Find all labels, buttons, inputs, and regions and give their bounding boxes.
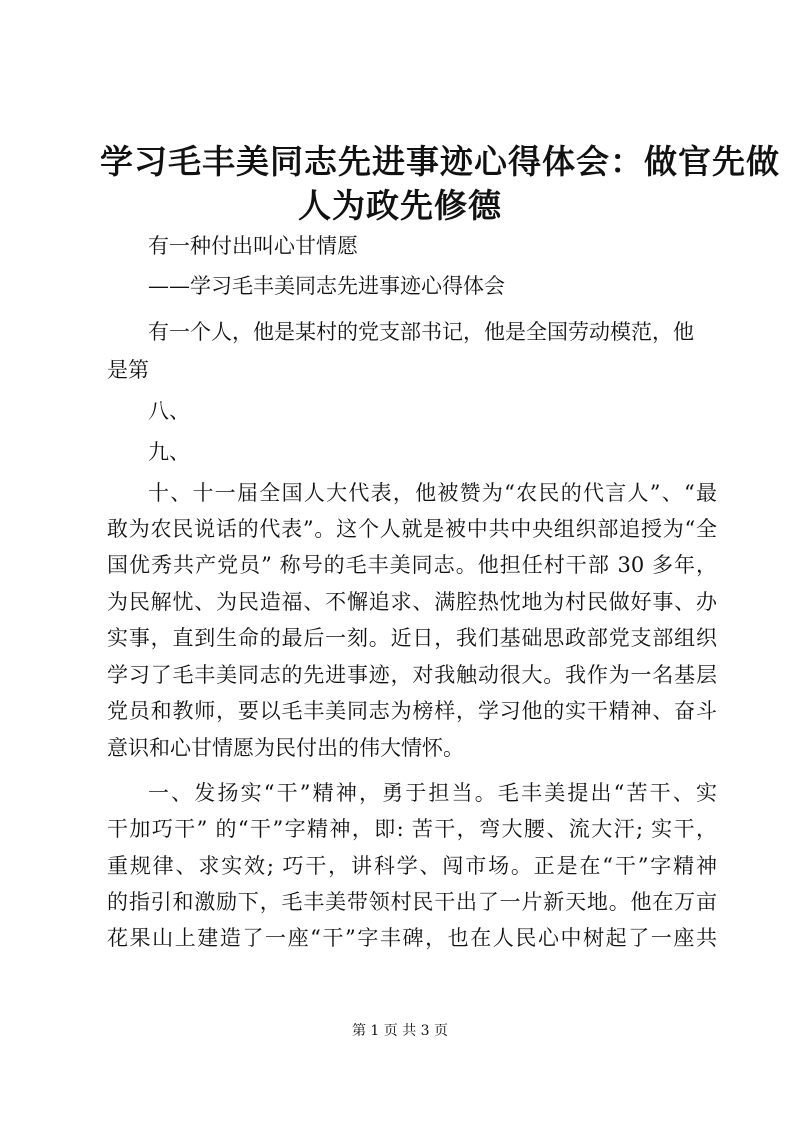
paragraph-line: 十、十一届全国人大代表，他被赞为“农民的代言人”、“最 <box>148 481 717 505</box>
document-title-line-2: 人为政先修德 <box>298 186 502 225</box>
paragraph-line: 是第 <box>107 358 149 382</box>
paragraph-line: 九、 <box>148 440 190 464</box>
paragraph-line: 意识和心甘情愿为民付出的伟大情怀。 <box>107 736 464 760</box>
paragraph-line: 一、发扬实“干”精神，勇于担当。毛丰美提出“苦干、实 <box>148 781 717 805</box>
paragraph-line justify: 有一个人，他是某村的党支部书记，他是全国劳动模范，他 <box>148 320 694 344</box>
paragraph-line: 八、 <box>148 399 190 423</box>
subtitle-source-line: ——学习毛丰美同志先进事迹心得体会 <box>148 274 505 298</box>
page-number-footer: 第 1 页 共 3 页 <box>351 1023 449 1039</box>
paragraph-line: 国优秀共产党员” 称号的毛丰美同志。他担任村干部 30 多年， <box>107 553 717 577</box>
paragraph-line: 干加巧干” 的“干”字精神，即: 苦干，弯大腰、流大汗; 实干， <box>107 817 717 841</box>
document-title-line-1: 学习毛丰美同志先进事迹心得体会：做官先做 <box>100 142 780 181</box>
paragraph-line: 重规律、求实效; 巧干，讲科学、闯市场。正是在“干”字精神 <box>107 854 717 878</box>
paragraph-line: 敢为农民说话的代表”。这个人就是被中共中央组织部追授为“全 <box>107 517 717 541</box>
subtitle-line: 有一种付出叫心甘情愿 <box>148 234 358 258</box>
paragraph-line: 实事，直到生命的最后一刻。近日，我们基础思政部党支部组织 <box>107 626 717 650</box>
paragraph-line: 为民解忧、为民造福、不懈追求、满腔热忱地为村民做好事、办 <box>107 590 717 614</box>
paragraph-line: 党员和教师，要以毛丰美同志为榜样，学习他的实干精神、奋斗 <box>107 699 717 723</box>
paragraph-line: 花果山上建造了一座“干”字丰碑，也在人民心中树起了一座共 <box>107 926 717 950</box>
paragraph-line: 的指引和激励下，毛丰美带领村民干出了一片新天地。他在万亩 <box>107 890 717 914</box>
paragraph-line: 学习了毛丰美同志的先进事迹，对我触动很大。我作为一名基层 <box>107 663 717 687</box>
